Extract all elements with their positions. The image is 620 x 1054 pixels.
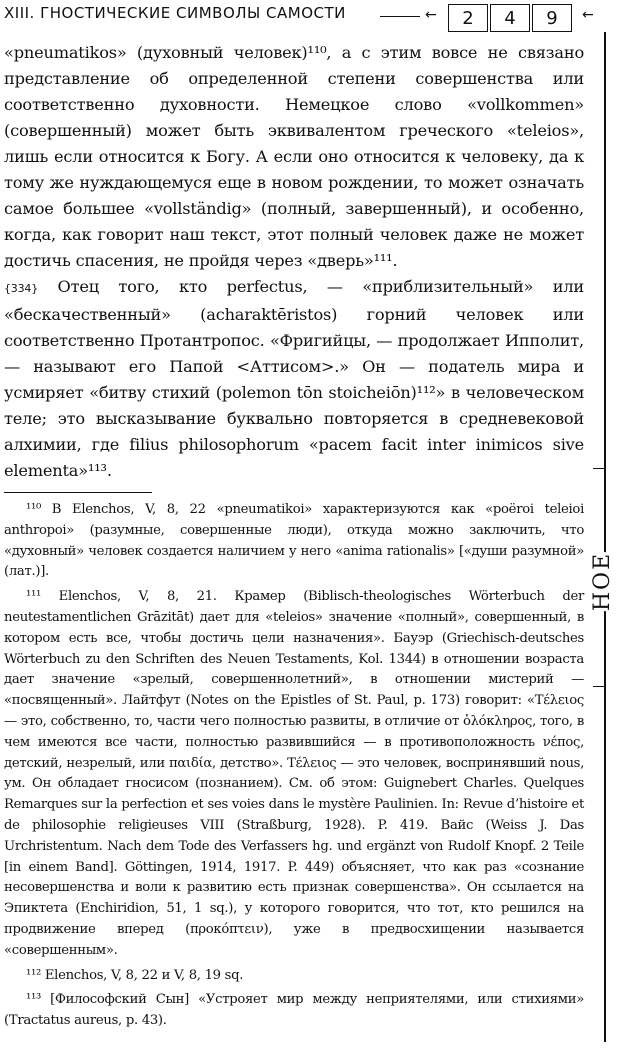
margin-bracket-bottom: [593, 686, 605, 687]
footnote-110: ¹¹⁰ В Elenchos, V, 8, 22 «pneumatikoi» характеризуются как «poëroi teleioi anthropoi» (разумные, совершенные люди), откуда можно заключить, что «духовный» человек создается наличием у него «anima rationalis» [«души разумной» (лат.)].: [4, 502, 584, 580]
footnote-separator: [4, 492, 152, 493]
footnote-111: ¹¹¹ Elenchos, V, 8, 21. Крамер (Biblisch-theologisches Wörterbuch der neutestamentlichen Grāzitāt) дает для «teleios» значение «полный», совершенный, в котором есть все, чтобы достичь цели назначения». Бауэр (Griechisch-deutsches Wörterbuch zu den Schriften des Neuen Testaments, Kol. 1344) в отношении возраста дает значение «зрелый, совершеннолетний», в отношении мистерий — «посвященный». Лайтфут (Notes on the Epistles of St. Paul, p. 173) говорит: «Τέλειος — это, собственно, то, части чего полностью развиты, в отличие от ὁλόκληρος, того, в чем имеются все части, полностью развившийся — в противоположность νέπος, детский, незрелый, или παιδία, детство». Τέλειος — это человек, воспринявший nous, ум. Он обладает гносисом (познанием). См. об этом: Guignebert Charles. Quelques Remarques sur la perfection et ses voies dans le mystère Paulinien. In: Revue d’histoire et de philosophie religieuses VIII (Straßburg, 1928). P. 419. Вайс (Weiss J. Das Urchristentum. Nach dem Tode des Verfassers hg. und ergänzt von Rudolf Knopf. 2 Teile [in einem Band]. Göttingen, 1914, 1917. P. 449) объясняет, что как раз «сознание несовершенства и воли к развитию есть признак совершенства». Он ссылается на Эпиктета (Enchiridion, 51, 1 sq.), у которого говорится, что тот, кто решился на продвижение вперед (προκόπτειν), уже в предвосхищении называется «совершенным».: [4, 589, 584, 958]
paragraph-1: «pneumatikos» (духовный человек)¹¹⁰, а с этим вовсе не связано представление об определенной степени совершенства или соответственно духовности. Немецкое слово «vollkommen» (совершенный) может быть эквивалентом греческого «teleios», лишь если относится к Богу. А если оно относится к человеку, да к тому же нуждающемуся еще в новом рождении, то может означать самое большее «vollständig» (полный, завершенный), и особенно, когда, как говорит наш текст, этот полный человек даже не может достичь спасения, не пройдя через «дверь»¹¹¹.: [4, 43, 584, 270]
footnotes: [4, 500, 584, 1036]
paragraph-2: [4, 274, 584, 484]
paragraph-number: {334}: [4, 282, 38, 295]
margin-rule: [604, 32, 606, 1042]
arrow-right-icon: ←: [582, 7, 594, 23]
footnote-113: ¹¹³ [Философский Сын] «Устрояет мир между неприятелями, или стихиями» (Tractatus aureus, p. 43).: [4, 992, 584, 1029]
side-mark-text: НОЕ: [590, 551, 616, 611]
main-text: [4, 40, 584, 484]
header-rule: [380, 16, 420, 17]
side-mark: [586, 552, 620, 610]
page-number: [448, 4, 576, 32]
page-digit: 2: [448, 4, 488, 32]
arrow-left-icon: ←: [425, 7, 437, 23]
running-head: XIII. ГНОСТИЧЕСКИЕ СИМВОЛЫ САМОСТИ: [4, 4, 346, 22]
page-digit: 9: [532, 4, 572, 32]
margin-bracket-top: [593, 468, 605, 469]
paragraph-2-text: Отец того, кто perfectus, — «приблизительный» или «бескачественный» (acharaktēristos) горний человек или соответственно Протантропос. «Фригийцы, — продолжает Ипполит, — называют его Папой <Аттисом>.» Он — податель мира и усмиряет «битву стихий (polemon tōn stoicheiōn)¹¹²» в человеческом теле; это высказывание буквально повторяется в средневековой алхимии, где filius philosophorum «pacem facit inter inimicos sive elementa»¹¹³.: [4, 277, 584, 480]
footnote-112: ¹¹² Elenchos, V, 8, 22 и V, 8, 19 sq.: [26, 967, 244, 983]
page-digit: 4: [490, 4, 530, 32]
